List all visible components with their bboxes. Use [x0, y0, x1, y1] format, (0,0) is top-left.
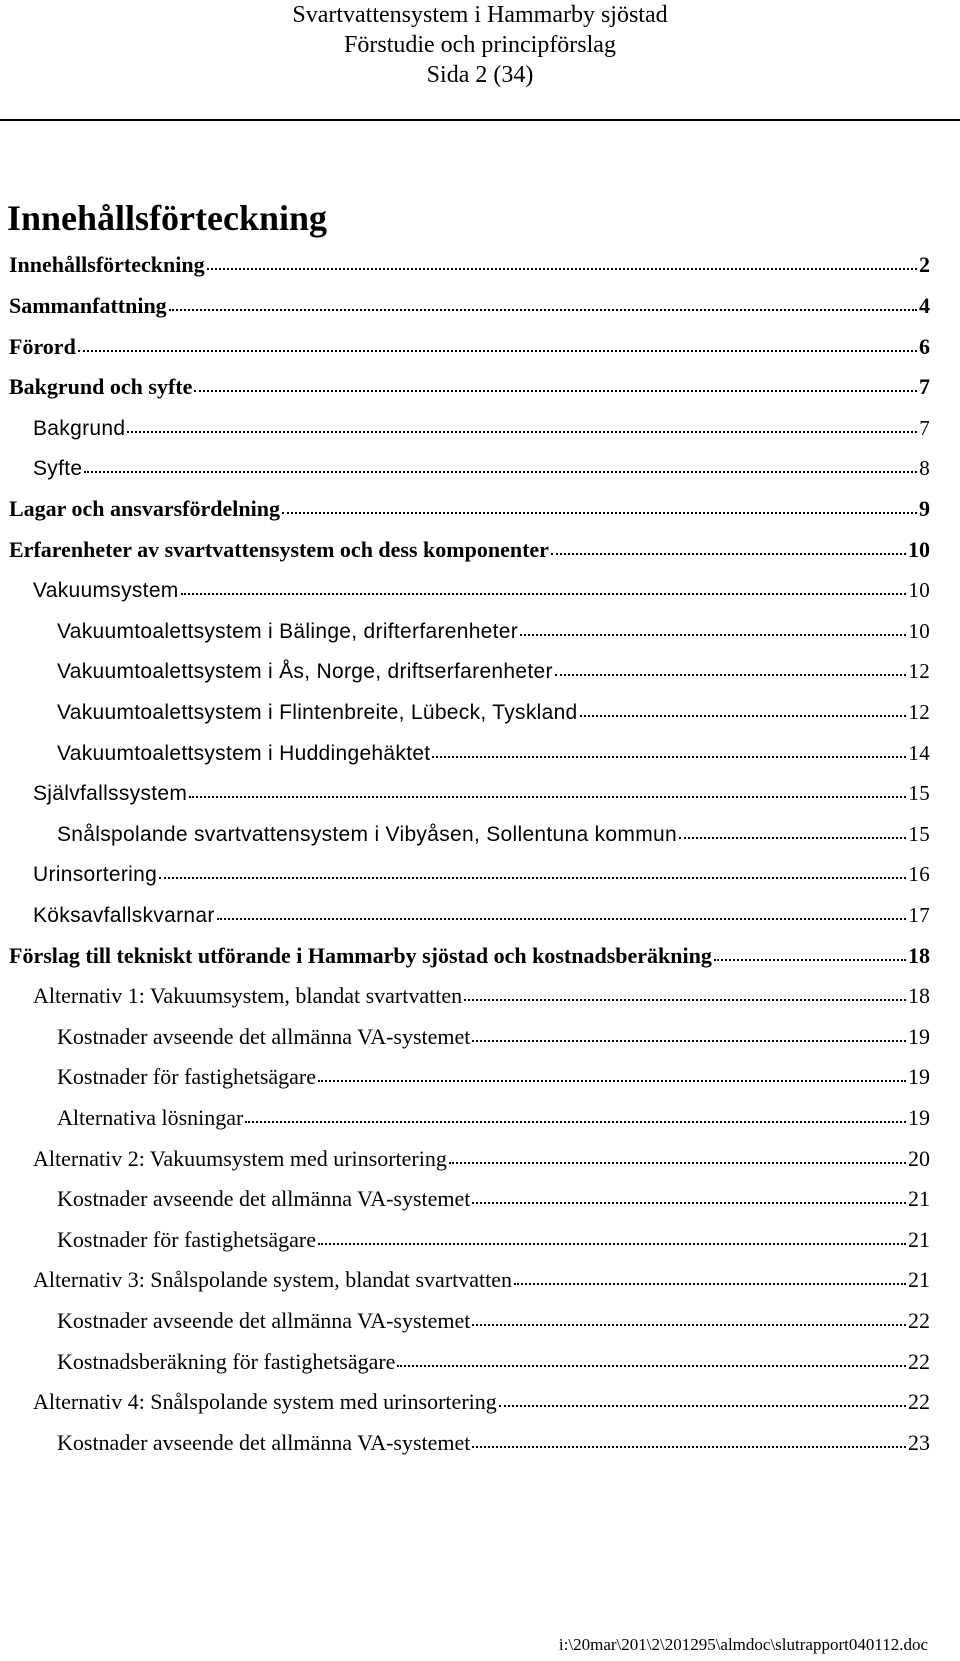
toc-entry[interactable]	[33, 453, 930, 483]
leader-dots	[472, 1445, 906, 1448]
toc-entry-label: Förslag till tekniskt utförande i Hammarby sjöstad och kostnadsberäkning	[9, 943, 712, 968]
toc-entry-page: 10	[908, 619, 930, 643]
toc-entry[interactable]	[33, 900, 930, 930]
toc-entry[interactable]	[57, 1062, 930, 1092]
file-path-footer: i:\20mar\201\2\201295\almdoc\slutrapport040112.doc	[558, 1635, 928, 1654]
leader-dots	[514, 1282, 906, 1285]
toc-entry-page: 19	[908, 1024, 930, 1049]
toc-entry-label: Alternativ 3: Snålspolande system, blandat svartvatten	[33, 1267, 513, 1292]
toc-entry[interactable]	[9, 494, 930, 524]
toc-entry[interactable]	[57, 697, 930, 727]
leader-dots	[449, 1161, 906, 1164]
leader-dots	[472, 1039, 906, 1042]
leader-dots	[397, 1364, 906, 1367]
toc-entry-page: 19	[908, 1064, 930, 1089]
toc-entry[interactable]	[57, 1306, 930, 1336]
leader-dots	[181, 592, 907, 595]
toc-entry[interactable]	[9, 535, 930, 565]
toc-entry[interactable]	[57, 1428, 930, 1458]
leader-dots	[714, 958, 906, 961]
leader-dots	[169, 308, 917, 311]
toc-entry[interactable]	[33, 859, 930, 889]
leader-dots	[217, 917, 907, 920]
leader-dots	[464, 998, 906, 1001]
toc-entry-label: Erfarenheter av svartvattensystem och dess komponenter	[9, 537, 549, 562]
page-header	[0, 0, 960, 90]
toc-entry-label: Syfte	[33, 457, 83, 480]
toc-entry-label: Förord	[9, 334, 76, 359]
toc-entry-page: 8	[919, 456, 930, 480]
leader-dots	[282, 511, 917, 514]
toc-entry-page: 22	[908, 1308, 930, 1333]
toc-entry-page: 22	[908, 1389, 930, 1414]
toc-entry-page: 6	[919, 334, 930, 359]
toc-entry[interactable]	[57, 1225, 930, 1255]
toc-entry[interactable]	[9, 291, 930, 321]
toc-entry[interactable]	[9, 941, 930, 971]
toc-entry-page: 12	[908, 700, 930, 724]
toc-entry[interactable]	[57, 819, 930, 849]
toc-entry-label: Alternativ 4: Snålspolande system med urinsortering	[33, 1389, 497, 1414]
leader-dots	[318, 1079, 906, 1082]
toc-entry-page: 18	[908, 943, 930, 968]
toc-entry[interactable]	[33, 778, 930, 808]
toc-entry-label: Urinsortering	[33, 863, 158, 886]
toc-entry-label: Vakuumtoalettsystem i Flintenbreite, Lübeck, Tyskland	[57, 701, 578, 724]
toc-entry-label: Kostnader avseende det allmänna VA-systemet	[57, 1430, 471, 1455]
toc-entry-page: 20	[908, 1146, 930, 1171]
toc-entry-page: 10	[908, 537, 930, 562]
toc-entry-page: 15	[908, 822, 930, 846]
leader-dots	[84, 470, 917, 473]
header-divider	[0, 119, 960, 121]
leader-dots	[551, 552, 906, 555]
toc-entry[interactable]	[57, 1022, 930, 1052]
toc-entry[interactable]	[57, 1347, 930, 1377]
toc-entry-page: 17	[908, 903, 930, 927]
leader-dots	[499, 1404, 906, 1407]
toc-entry[interactable]	[57, 616, 930, 646]
toc-entry-label: Kostnader avseende det allmänna VA-systemet	[57, 1308, 471, 1333]
toc-entry-label: Alternativ 2: Vakuumsystem med urinsortering	[33, 1146, 447, 1171]
toc-entry-label: Vakuumsystem	[33, 579, 179, 602]
toc-entry[interactable]	[9, 250, 930, 280]
toc-entry-page: 18	[908, 983, 930, 1008]
toc-entry-page: 12	[908, 659, 930, 683]
toc-entry-label: Kostnader för fastighetsägare	[57, 1227, 317, 1252]
toc-entry[interactable]	[33, 575, 930, 605]
page-number: Sida 2 (34)	[426, 62, 534, 88]
toc-entry-page: 16	[908, 862, 930, 886]
toc-entry-page: 21	[908, 1186, 930, 1211]
toc-entry-label: Bakgrund	[33, 417, 126, 440]
toc-entry-page: 9	[919, 496, 930, 521]
toc-entry-label: Vakuumtoalettsystem i Ås, Norge, driftserfarenheter	[57, 660, 553, 683]
toc-entry-page: 15	[908, 781, 930, 805]
toc-entry-page: 2	[919, 252, 930, 277]
leader-dots	[189, 795, 906, 798]
toc-entry[interactable]	[57, 1103, 930, 1133]
toc-entry-label: Sammanfattning	[9, 293, 167, 318]
toc-entry-page: 21	[908, 1267, 930, 1292]
toc-entry-label: Innehållsförteckning	[9, 252, 205, 277]
toc-entry[interactable]	[9, 372, 930, 402]
toc-entry-page: 4	[919, 293, 930, 318]
document-title: Svartvattensystem i Hammarby sjöstad	[292, 2, 668, 28]
leader-dots	[472, 1201, 906, 1204]
toc-entry[interactable]	[33, 413, 930, 443]
toc-entry[interactable]	[33, 1265, 930, 1295]
toc-entry-label: Snålspolande svartvattensystem i Vibyåsen, Sollentuna kommun	[57, 823, 677, 846]
leader-dots	[159, 876, 906, 879]
toc-entry-label: Kostnadsberäkning för fastighetsägare	[57, 1349, 396, 1374]
toc-entry[interactable]	[33, 1144, 930, 1174]
leader-dots	[580, 714, 907, 717]
toc-entry-label: Kostnader avseende det allmänna VA-systemet	[57, 1186, 471, 1211]
toc-entry-label: Kostnader för fastighetsägare	[57, 1064, 317, 1089]
toc-entry-label: Alternativa lösningar	[57, 1105, 244, 1130]
toc-entry[interactable]	[33, 1387, 930, 1417]
toc-entry-label: Alternativ 1: Vakuumsystem, blandat svartvatten	[33, 983, 463, 1008]
leader-dots	[245, 1120, 906, 1123]
toc-entry-label: Vakuumtoalettsystem i Bälinge, drifterfarenheter	[57, 620, 519, 643]
toc-entry[interactable]	[9, 332, 930, 362]
leader-dots	[318, 1242, 906, 1245]
toc-entry-label: Självfallssystem	[33, 782, 188, 805]
toc-entry[interactable]	[57, 1184, 930, 1214]
toc-heading: Innehållsförteckning	[7, 198, 328, 238]
toc-entry-label: Vakuumtoalettsystem i Huddingehäktet	[57, 742, 431, 765]
toc-entry-page: 10	[908, 578, 930, 602]
toc-entry-page: 7	[919, 374, 930, 399]
leader-dots	[207, 267, 917, 270]
leader-dots	[78, 349, 917, 352]
leader-dots	[520, 633, 906, 636]
toc-entry[interactable]	[57, 738, 930, 768]
toc-entry-label: Köksavfallskvarnar	[33, 904, 215, 927]
toc-entry[interactable]	[57, 656, 930, 686]
leader-dots	[432, 755, 906, 758]
toc-entry-page: 23	[908, 1430, 930, 1455]
leader-dots	[127, 430, 917, 433]
toc-entry-page: 19	[908, 1105, 930, 1130]
toc-entry[interactable]	[33, 981, 930, 1011]
leader-dots	[194, 389, 917, 392]
toc-entry-page: 14	[908, 741, 930, 765]
toc-entry-page: 22	[908, 1349, 930, 1374]
document-subtitle: Förstudie och principförslag	[344, 32, 616, 58]
leader-dots	[472, 1323, 906, 1326]
toc-entry-label: Lagar och ansvarsfördelning	[9, 496, 280, 521]
leader-dots	[555, 673, 907, 676]
toc-entry-label: Bakgrund och syfte	[9, 374, 193, 399]
toc-entry-label: Kostnader avseende det allmänna VA-systemet	[57, 1024, 471, 1049]
toc-entry-page: 21	[908, 1227, 930, 1252]
leader-dots	[679, 836, 906, 839]
toc-entry-page: 7	[919, 416, 930, 440]
